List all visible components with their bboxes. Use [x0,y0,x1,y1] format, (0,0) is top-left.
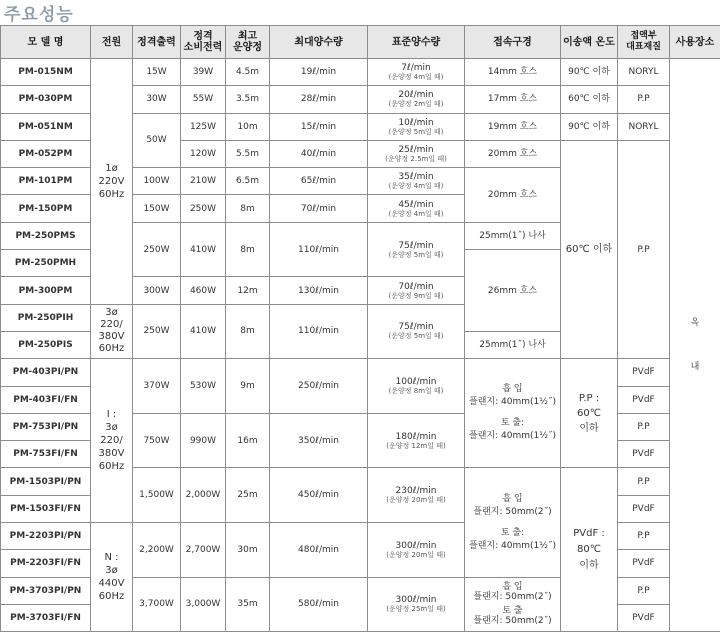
head-cell: 12m [226,277,270,304]
std-flow-note: (운양정 2.5m일 때) [385,155,447,164]
std-flow-value: 300ℓ/min [395,595,437,606]
inlet-flange: 흡 입 플랜지: 50mm(2˝) [473,582,552,603]
head-cell: 25m [226,468,270,523]
model-cell: PM-753FI/FN [1,441,91,468]
std-flow-value: 75ℓ/min [398,322,434,333]
max-flow-cell: 130ℓ/min [270,277,368,304]
max-flow-cell: 110ℓ/min [270,304,368,359]
outlet-flange: 토 출: 플랜지: 40mm(1½˝) [469,418,556,442]
connection-cell: 17mm 호스 [465,86,561,113]
output-cell: 15W [133,59,181,86]
model-cell: PM-250PIS [1,331,91,358]
max-flow-cell: 350ℓ/min [270,413,368,468]
model-cell: PM-300PM [1,277,91,304]
std-flow-note: (운양정 4m일 때) [388,73,444,82]
std-flow-note: (운양정 5m일 때) [388,250,444,259]
std-flow-note: (운양정 5m일 때) [388,332,444,341]
head-cell: 35m [226,577,270,632]
output-cell: 100W [133,168,181,195]
consumption-cell: 990W [181,413,226,468]
output-cell: 300W [133,277,181,304]
consumption-cell: 460W [181,277,226,304]
model-cell: PM-030PM [1,86,91,113]
head-cell: 6.5m [226,168,270,195]
model-cell: PM-250PMS [1,222,91,249]
consumption-cell: 125W [181,113,226,140]
std-flow-note: (운양정 4m일 때) [388,182,444,191]
outlet-flange: 토 출 플랜지: 50mm(2˝) [473,606,552,627]
model-cell: PM-1503PI/PN [1,468,91,495]
head-cell: 8m [226,304,270,359]
power-cell: N : 3ø 440V 60Hz [91,523,133,632]
connection-cell [465,468,561,577]
std-flow-note: (운양정 12m일 때) [386,441,446,450]
model-cell: PM-052PM [1,140,91,167]
consumption-cell: 39W [181,59,226,86]
header-model: 모 델 명 [1,26,91,59]
output-cell: 3,700W [133,577,181,632]
connection-cell: 14mm 호스 [465,59,561,86]
output-cell: 250W [133,222,181,277]
location-cell: 옥 내 [670,59,720,632]
std-flow-value: 300ℓ/min [395,540,437,551]
model-cell: PM-1503FI/FN [1,495,91,522]
consumption-cell: 410W [181,222,226,277]
std-flow-note: (운양정 4m일 때) [388,209,444,218]
header-row [1,26,720,59]
std-flow-cell [368,277,465,304]
model-cell: PM-101PM [1,168,91,195]
std-flow-cell [368,304,465,359]
material-cell: P.P [618,86,670,113]
model-cell: PM-015NM [1,59,91,86]
std-flow-value: 10ℓ/min [398,117,434,128]
model-cell: PM-051NM [1,113,91,140]
material-cell: PVdF [618,359,670,386]
outlet-flange: 토 출: 플랜지: 40mm(1½˝) [469,527,556,551]
std-flow-cell [368,140,465,167]
connection-cell: 20mm 호스 [465,140,561,167]
spec-table [0,25,720,632]
max-flow-cell: 65ℓ/min [270,168,368,195]
std-flow-value: 45ℓ/min [398,199,434,210]
std-flow-note: (운양정 5m일 때) [388,127,444,136]
header-rated-consumption: 정격 소비전력 [181,26,226,59]
output-cell: 50W [133,113,181,168]
std-flow-note: (운양정 2m일 때) [388,100,444,109]
connection-cell: 25mm(1˝) 나사 [465,222,561,249]
max-flow-cell: 40ℓ/min [270,140,368,167]
page-title: 주요성능 [4,5,74,25]
model-cell: PM-2203PI/PN [1,523,91,550]
output-cell: 150W [133,195,181,222]
model-cell: PM-250PMH [1,250,91,277]
std-flow-note: (운양정 20m일 때) [386,496,446,505]
std-flow-value: 20ℓ/min [398,90,434,101]
std-flow-cell [368,168,465,195]
max-flow-cell: 15ℓ/min [270,113,368,140]
std-flow-cell [368,222,465,277]
output-cell: 250W [133,304,181,359]
output-cell: 30W [133,86,181,113]
consumption-cell: 410W [181,304,226,359]
std-flow-value: 100ℓ/min [395,377,437,388]
head-cell: 8m [226,222,270,277]
material-cell: P.P [618,140,670,358]
connection-cell: 25mm(1˝) 나사 [465,331,561,358]
temp-cell: PVdF : 80℃ 이하 [561,468,618,632]
std-flow-note: (운양정 25m일 때) [386,605,446,614]
material-cell: PVdF [618,441,670,468]
std-flow-note: (운양정 9m일 때) [388,291,444,300]
head-cell: 3.5m [226,86,270,113]
connection-cell [465,577,561,632]
std-flow-value: 230ℓ/min [395,486,437,497]
std-flow-cell [368,577,465,632]
model-cell: PM-250PIH [1,304,91,331]
material-cell: PVdF [618,550,670,577]
inlet-flange: 흡 입 플랜지: 50mm(2˝) [473,493,552,517]
head-cell: 4.5m [226,59,270,86]
std-flow-cell [368,359,465,414]
temp-cell: 60℃ 이하 [561,140,618,358]
temp-cell: 90℃ 이하 [561,59,618,86]
header-connection: 접속구경 [465,26,561,59]
material-cell: NORYL [618,113,670,140]
max-flow-cell: 450ℓ/min [270,468,368,523]
std-flow-value: 25ℓ/min [398,145,434,156]
model-cell: PM-2203FI/FN [1,550,91,577]
consumption-cell: 530W [181,359,226,414]
std-flow-cell [368,59,465,86]
model-cell: PM-403PI/PN [1,359,91,386]
std-flow-cell [368,523,465,578]
std-flow-value: 70ℓ/min [398,281,434,292]
model-cell: PM-403FI/FN [1,386,91,413]
head-cell: 9m [226,359,270,414]
max-flow-cell: 480ℓ/min [270,523,368,578]
consumption-cell: 120W [181,140,226,167]
std-flow-cell [368,413,465,468]
material-cell: PVdF [618,386,670,413]
model-cell: PM-150PM [1,195,91,222]
header-rated-output: 정격출력 [133,26,181,59]
header-std-flow: 표준양수량 [368,26,465,59]
connection-cell [465,359,561,468]
output-cell: 2,200W [133,523,181,578]
inlet-flange: 흡 입 플랜지: 40mm(1½˝) [469,384,556,408]
material-cell: PVdF [618,495,670,522]
header-material: 접액부 대표재질 [618,26,670,59]
model-cell: PM-3703PI/PN [1,577,91,604]
consumption-cell: 55W [181,86,226,113]
consumption-cell: 2,700W [181,523,226,578]
connection-cell: 20mm 호스 [465,168,561,223]
head-cell: 16m [226,413,270,468]
head-cell: 5.5m [226,140,270,167]
output-cell: 750W [133,413,181,468]
table-row [1,359,720,386]
max-flow-cell: 28ℓ/min [270,86,368,113]
head-cell: 30m [226,523,270,578]
consumption-cell: 210W [181,168,226,195]
std-flow-cell [368,86,465,113]
std-flow-cell [368,195,465,222]
std-flow-note: (운양정 8m일 때) [388,387,444,396]
model-cell: PM-753PI/PN [1,413,91,440]
material-cell: NORYL [618,59,670,86]
material-cell: P.P [618,413,670,440]
std-flow-value: 180ℓ/min [395,431,437,442]
header-location: 사용장소 [670,26,720,59]
connection-cell: 19mm 호스 [465,113,561,140]
max-flow-cell: 250ℓ/min [270,359,368,414]
std-flow-value: 35ℓ/min [398,172,434,183]
std-flow-note: (운양정 20m일 때) [386,550,446,559]
material-cell: PVdF [618,604,670,631]
header-power: 전원 [91,26,133,59]
power-cell: 3ø 220/ 380V 60Hz [91,304,133,359]
std-flow-cell [368,113,465,140]
material-cell: P.P [618,523,670,550]
head-cell: 10m [226,113,270,140]
temp-cell: 60℃ 이하 [561,86,618,113]
material-cell: P.P [618,468,670,495]
max-flow-cell: 580ℓ/min [270,577,368,632]
consumption-cell: 250W [181,195,226,222]
output-cell: 1,500W [133,468,181,523]
std-flow-value: 7ℓ/min [401,63,431,74]
temp-cell: P.P : 60℃ 이하 [561,359,618,468]
consumption-cell: 3,000W [181,577,226,632]
material-cell: P.P [618,577,670,604]
output-cell: 370W [133,359,181,414]
head-cell: 8m [226,195,270,222]
temp-cell: 90℃ 이하 [561,113,618,140]
connection-cell: 26mm 호스 [465,250,561,332]
consumption-cell: 2,000W [181,468,226,523]
power-cell: 1ø 220V 60Hz [91,59,133,305]
power-cell: I : 3ø 220/ 380V 60Hz [91,359,133,523]
header-max-flow: 최대양수량 [270,26,368,59]
max-flow-cell: 70ℓ/min [270,195,368,222]
header-max-head: 최고 운양정 [226,26,270,59]
std-flow-cell [368,468,465,523]
table-row [1,59,720,86]
model-cell: PM-3703FI/FN [1,604,91,631]
header-liquid-temp: 이송액 온도 [561,26,618,59]
max-flow-cell: 110ℓ/min [270,222,368,277]
std-flow-value: 75ℓ/min [398,240,434,251]
max-flow-cell: 19ℓ/min [270,59,368,86]
